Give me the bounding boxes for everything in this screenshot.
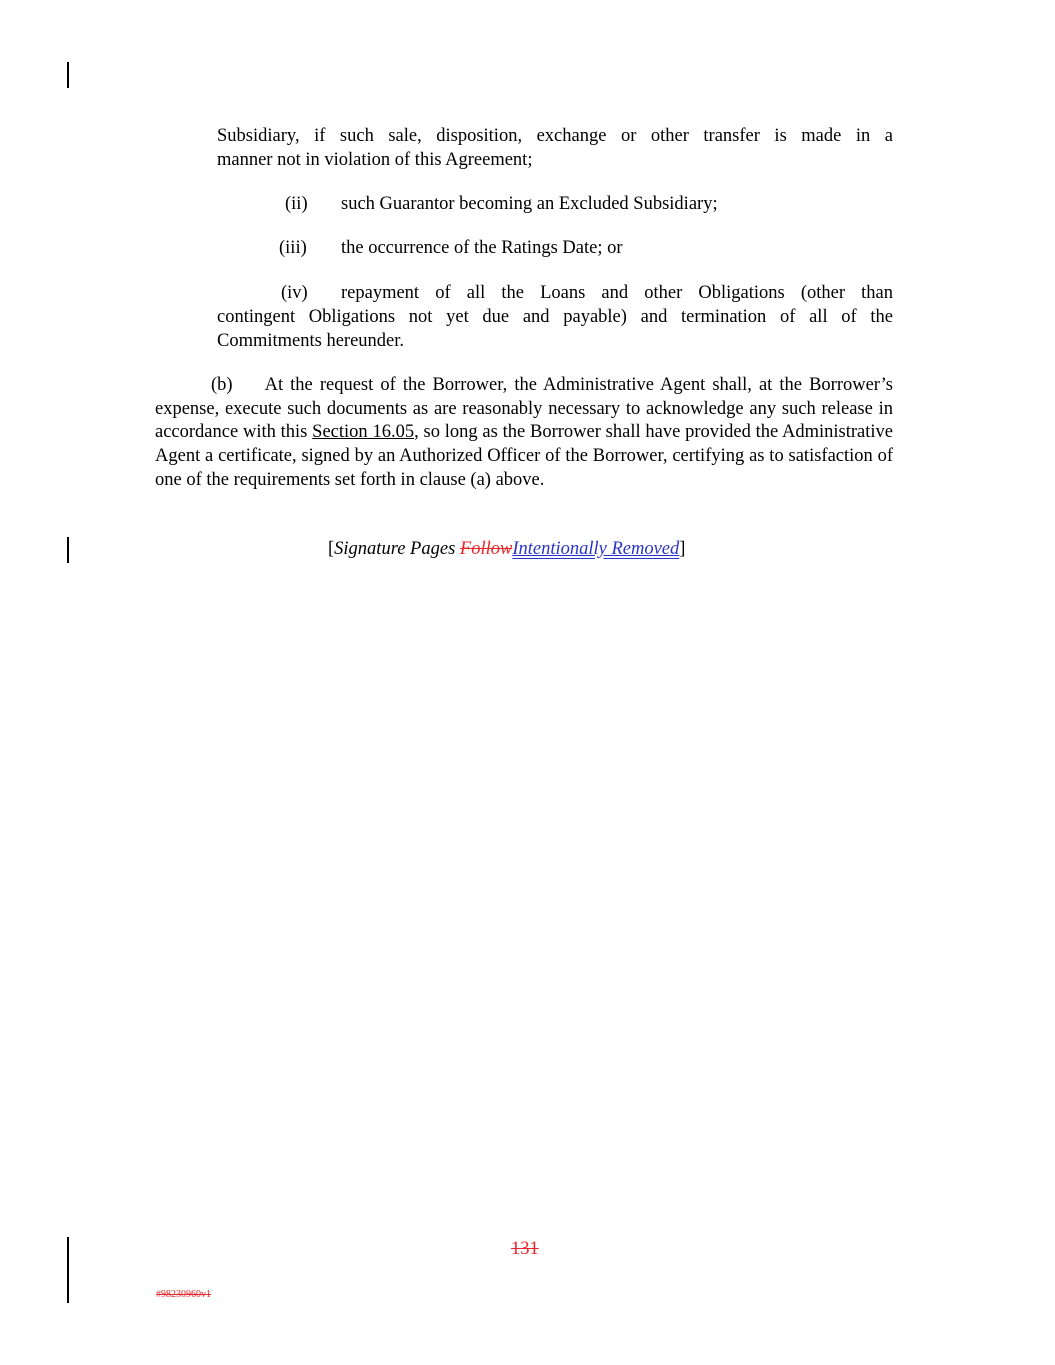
change-bar-signature [67,537,69,563]
item-iv-marker: (iv) [281,283,308,303]
item-iii [279,237,307,261]
sig-inserted-text: Intentionally Removed [512,539,680,559]
para-b-marker: (b) [211,375,233,395]
para-a-line2: manner not in violation of this Agreement; [217,149,533,170]
item-ii-text: such Guarantor becoming an Excluded Subsidiary; [341,194,718,214]
item-iv-rest [217,306,893,353]
item-iii-marker: (iii) [279,238,307,258]
item-iv-marker-wrap [281,282,308,306]
para-b-text-after: , so long as the Borrower shall have provided the Administrative Agent a certificate, signed by an Authorized Officer of the Borrower, certifying as to satisfaction of one of the requirements set forth in clause (a) above. [155,422,894,490]
para-b-text-before: At the request of the Borrower, the Administrative Agent shall, at the Borrower’s expense, execute such documents as are reasonably necessary to acknowledge any such release in accordance with this [155,375,893,443]
item-iii-text: the occurrence of the Ratings Date; or [341,238,623,258]
section-ref-link: Section 16.05 [312,422,415,443]
signature-line [328,538,685,562]
page-number-deleted: 131 [511,1239,539,1259]
item-ii-text-wrap [341,193,718,217]
para-a-continued [217,125,893,172]
para-b [155,374,893,493]
para-a-line1: Subsidiary, if such sale, disposition, exchange or other transfer is made in a [217,126,893,146]
item-ii-marker: (ii) [285,194,308,214]
change-bar-top [67,62,69,88]
sig-close-bracket: ] [679,539,686,559]
sig-italic-text: Signature Pages [334,539,460,559]
item-ii [285,193,308,217]
sig-deleted-text: Follow [459,539,513,559]
sig-open-bracket: [ [328,539,335,559]
item-iv-rest-text: contingent Obligations not yet due and payable) and termination of all of the Commitments hereunder. [217,307,893,351]
item-iii-text-wrap [341,237,623,261]
doc-id-deleted: #98230960v1 [156,1289,211,1300]
item-iv-line1-wrap [341,282,893,306]
change-bar-footer [67,1237,69,1303]
item-iv-line1: repayment of all the Loans and other Obligations (other than [341,283,893,303]
